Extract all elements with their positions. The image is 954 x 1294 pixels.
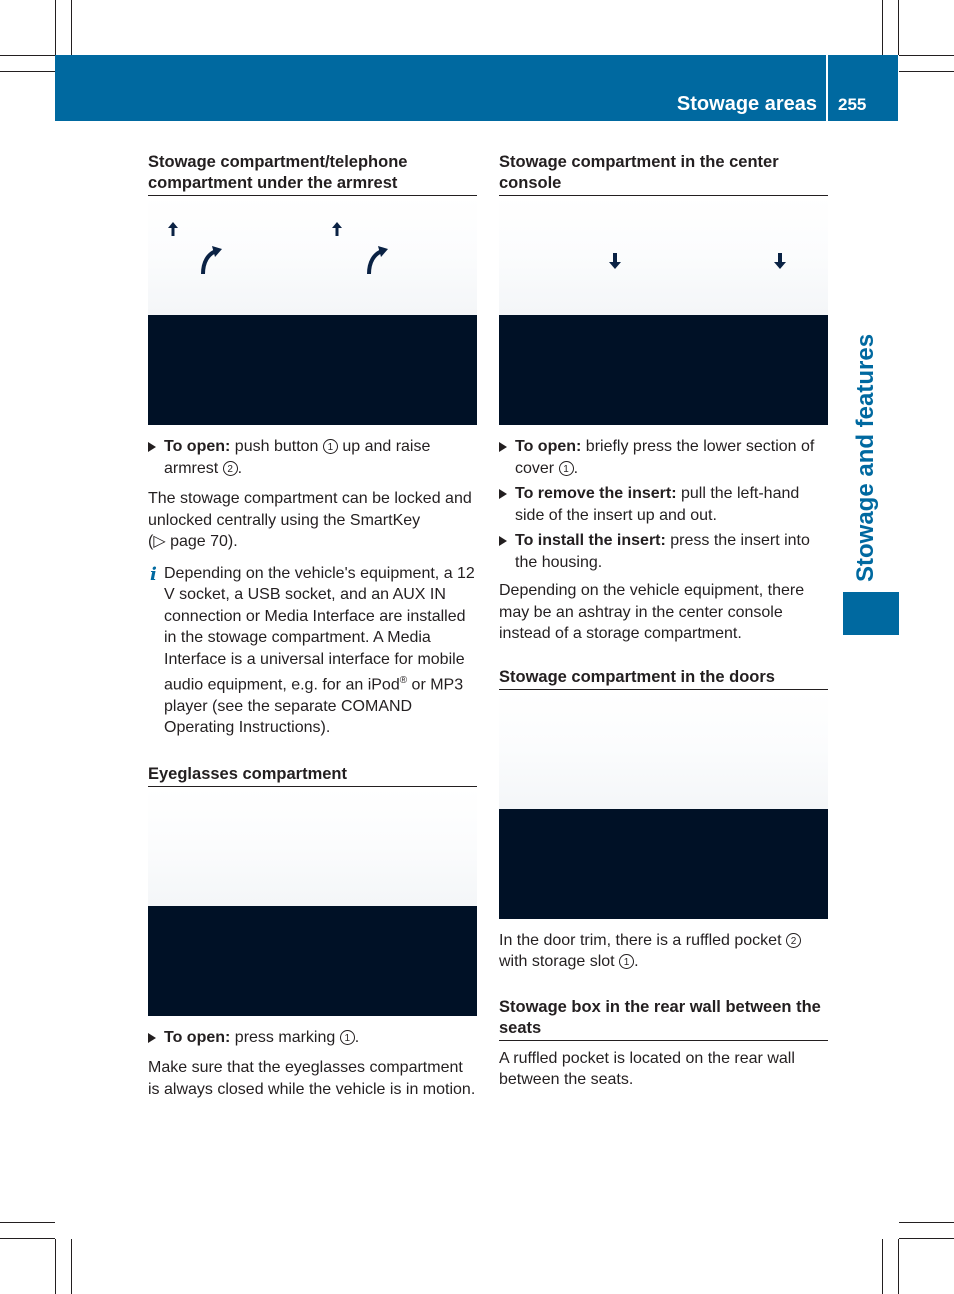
step-text: . bbox=[237, 459, 243, 477]
step-text: press the insert into the housing. bbox=[515, 532, 810, 571]
step-text: push button bbox=[230, 438, 323, 455]
eyeglasses-figure bbox=[148, 787, 477, 1017]
step-text: pull the left-hand side of the insert up and out. bbox=[515, 485, 800, 524]
armrest-figure bbox=[148, 196, 477, 426]
paragraph-text: In the door trim, there is a ruffled pocket bbox=[499, 931, 786, 949]
center-console-step-remove bbox=[499, 483, 828, 526]
doors-photo bbox=[499, 690, 828, 809]
crop-mark bbox=[898, 1239, 899, 1294]
doors-heading: Stowage compartment in the doors bbox=[499, 667, 828, 690]
arrow-down-icon bbox=[774, 253, 786, 269]
section-title: Stowage areas bbox=[676, 93, 817, 115]
doors-paragraph bbox=[499, 930, 828, 973]
crop-mark bbox=[71, 0, 72, 55]
crop-mark bbox=[899, 1222, 954, 1223]
step-label: To install the insert: bbox=[515, 532, 666, 549]
curved-arrow-icon bbox=[366, 246, 388, 274]
crop-mark bbox=[898, 0, 899, 55]
info-text: Depending on the vehicle's equipment, a 12 V socket, a USB socket, and an AUX IN connection or Media Interface are installed in the stowage compartment. A Media Interface is a universal interface for mobile audio equipment, e.g. for an iPod bbox=[164, 564, 475, 694]
armrest-paragraph bbox=[148, 488, 477, 553]
step-bullet-icon bbox=[499, 536, 507, 546]
callout-number: 1 bbox=[340, 1030, 355, 1045]
armrest-heading: Stowage compartment/telephone compartment under the armrest bbox=[148, 152, 477, 196]
arrow-up-icon bbox=[168, 222, 178, 236]
armrest-figure-dark bbox=[148, 315, 477, 425]
step-text: . bbox=[354, 1028, 360, 1046]
step-label: To open: bbox=[164, 1028, 231, 1046]
info-text: or MP3 player (see the separate COMAND Operating Instructions). bbox=[164, 676, 464, 737]
armrest-photo bbox=[148, 196, 477, 315]
doors-figure-dark bbox=[499, 809, 828, 919]
crop-mark bbox=[0, 1238, 55, 1239]
left-column bbox=[148, 152, 477, 1100]
arrow-up-icon bbox=[332, 222, 342, 236]
page-reference: (▷ page 70). bbox=[148, 533, 238, 550]
paragraph-text: . bbox=[634, 953, 639, 970]
armrest-step-open bbox=[148, 436, 477, 479]
paragraph-text: The stowage compartment can be locked and unlocked centrally using the SmartKey bbox=[148, 490, 472, 529]
step-text: briefly press the lower section of cover bbox=[515, 438, 815, 477]
doors-figure bbox=[499, 690, 828, 920]
eyeglasses-heading: Eyeglasses compartment bbox=[148, 764, 477, 787]
crop-mark bbox=[0, 71, 55, 72]
eyeglasses-photo bbox=[148, 787, 477, 906]
center-console-step-install bbox=[499, 530, 828, 573]
crop-mark bbox=[0, 55, 55, 56]
crop-mark bbox=[882, 0, 883, 55]
step-label: To remove the insert: bbox=[515, 485, 677, 502]
crop-mark bbox=[899, 71, 954, 72]
step-bullet-icon bbox=[499, 489, 507, 499]
crop-mark bbox=[55, 1239, 56, 1294]
eyeglasses-paragraph: Make sure that the eyeglasses compartment is always closed while the vehicle is in motion. bbox=[148, 1059, 476, 1098]
side-tab-marker bbox=[843, 592, 899, 635]
step-label: To open: bbox=[164, 438, 231, 455]
crop-mark bbox=[899, 55, 954, 56]
center-console-figure-dark bbox=[499, 315, 828, 425]
crop-mark bbox=[55, 0, 56, 55]
side-tab-label: Stowage and features bbox=[852, 333, 879, 582]
step-bullet-icon bbox=[499, 442, 507, 452]
registered-mark: ® bbox=[399, 675, 408, 686]
info-icon: i bbox=[150, 563, 157, 585]
paragraph-text: with storage slot bbox=[499, 953, 620, 970]
step-label: To open: bbox=[515, 438, 582, 455]
step-bullet-icon bbox=[148, 1033, 156, 1043]
center-console-figure bbox=[499, 196, 828, 426]
callout-number: 2 bbox=[786, 933, 801, 948]
eyeglasses-step-open bbox=[148, 1027, 477, 1049]
curved-arrow-icon bbox=[200, 246, 222, 274]
callout-number: 1 bbox=[619, 954, 634, 969]
callout-number: 1 bbox=[559, 461, 574, 476]
center-console-heading: Stowage compartment in the center console bbox=[499, 152, 828, 196]
center-console-step-open bbox=[499, 436, 828, 479]
step-bullet-icon bbox=[148, 442, 156, 452]
armrest-info-note bbox=[148, 563, 477, 739]
page-number: 255 bbox=[838, 95, 867, 114]
step-text: . bbox=[573, 459, 579, 477]
eyeglasses-figure-dark bbox=[148, 906, 477, 1016]
arrow-down-icon bbox=[609, 253, 621, 269]
center-console-photo bbox=[499, 196, 828, 315]
callout-number: 1 bbox=[323, 439, 338, 454]
crop-mark bbox=[71, 1239, 72, 1294]
crop-mark bbox=[882, 1239, 883, 1294]
right-column bbox=[499, 152, 828, 1091]
rear-wall-paragraph: A ruffled pocket is located on the rear wall between the seats. bbox=[499, 1049, 795, 1088]
rear-wall-heading: Stowage box in the rear wall between the seats bbox=[499, 997, 828, 1041]
header-divider bbox=[826, 55, 828, 121]
step-text: up and raise armrest bbox=[164, 438, 431, 477]
center-console-paragraph: Depending on the vehicle equipment, there may be an ashtray in the center console instead of a storage compartment. bbox=[499, 582, 805, 642]
callout-number: 2 bbox=[223, 461, 238, 476]
crop-mark bbox=[899, 1238, 954, 1239]
crop-mark bbox=[0, 1222, 55, 1223]
step-text: press marking bbox=[230, 1028, 340, 1046]
